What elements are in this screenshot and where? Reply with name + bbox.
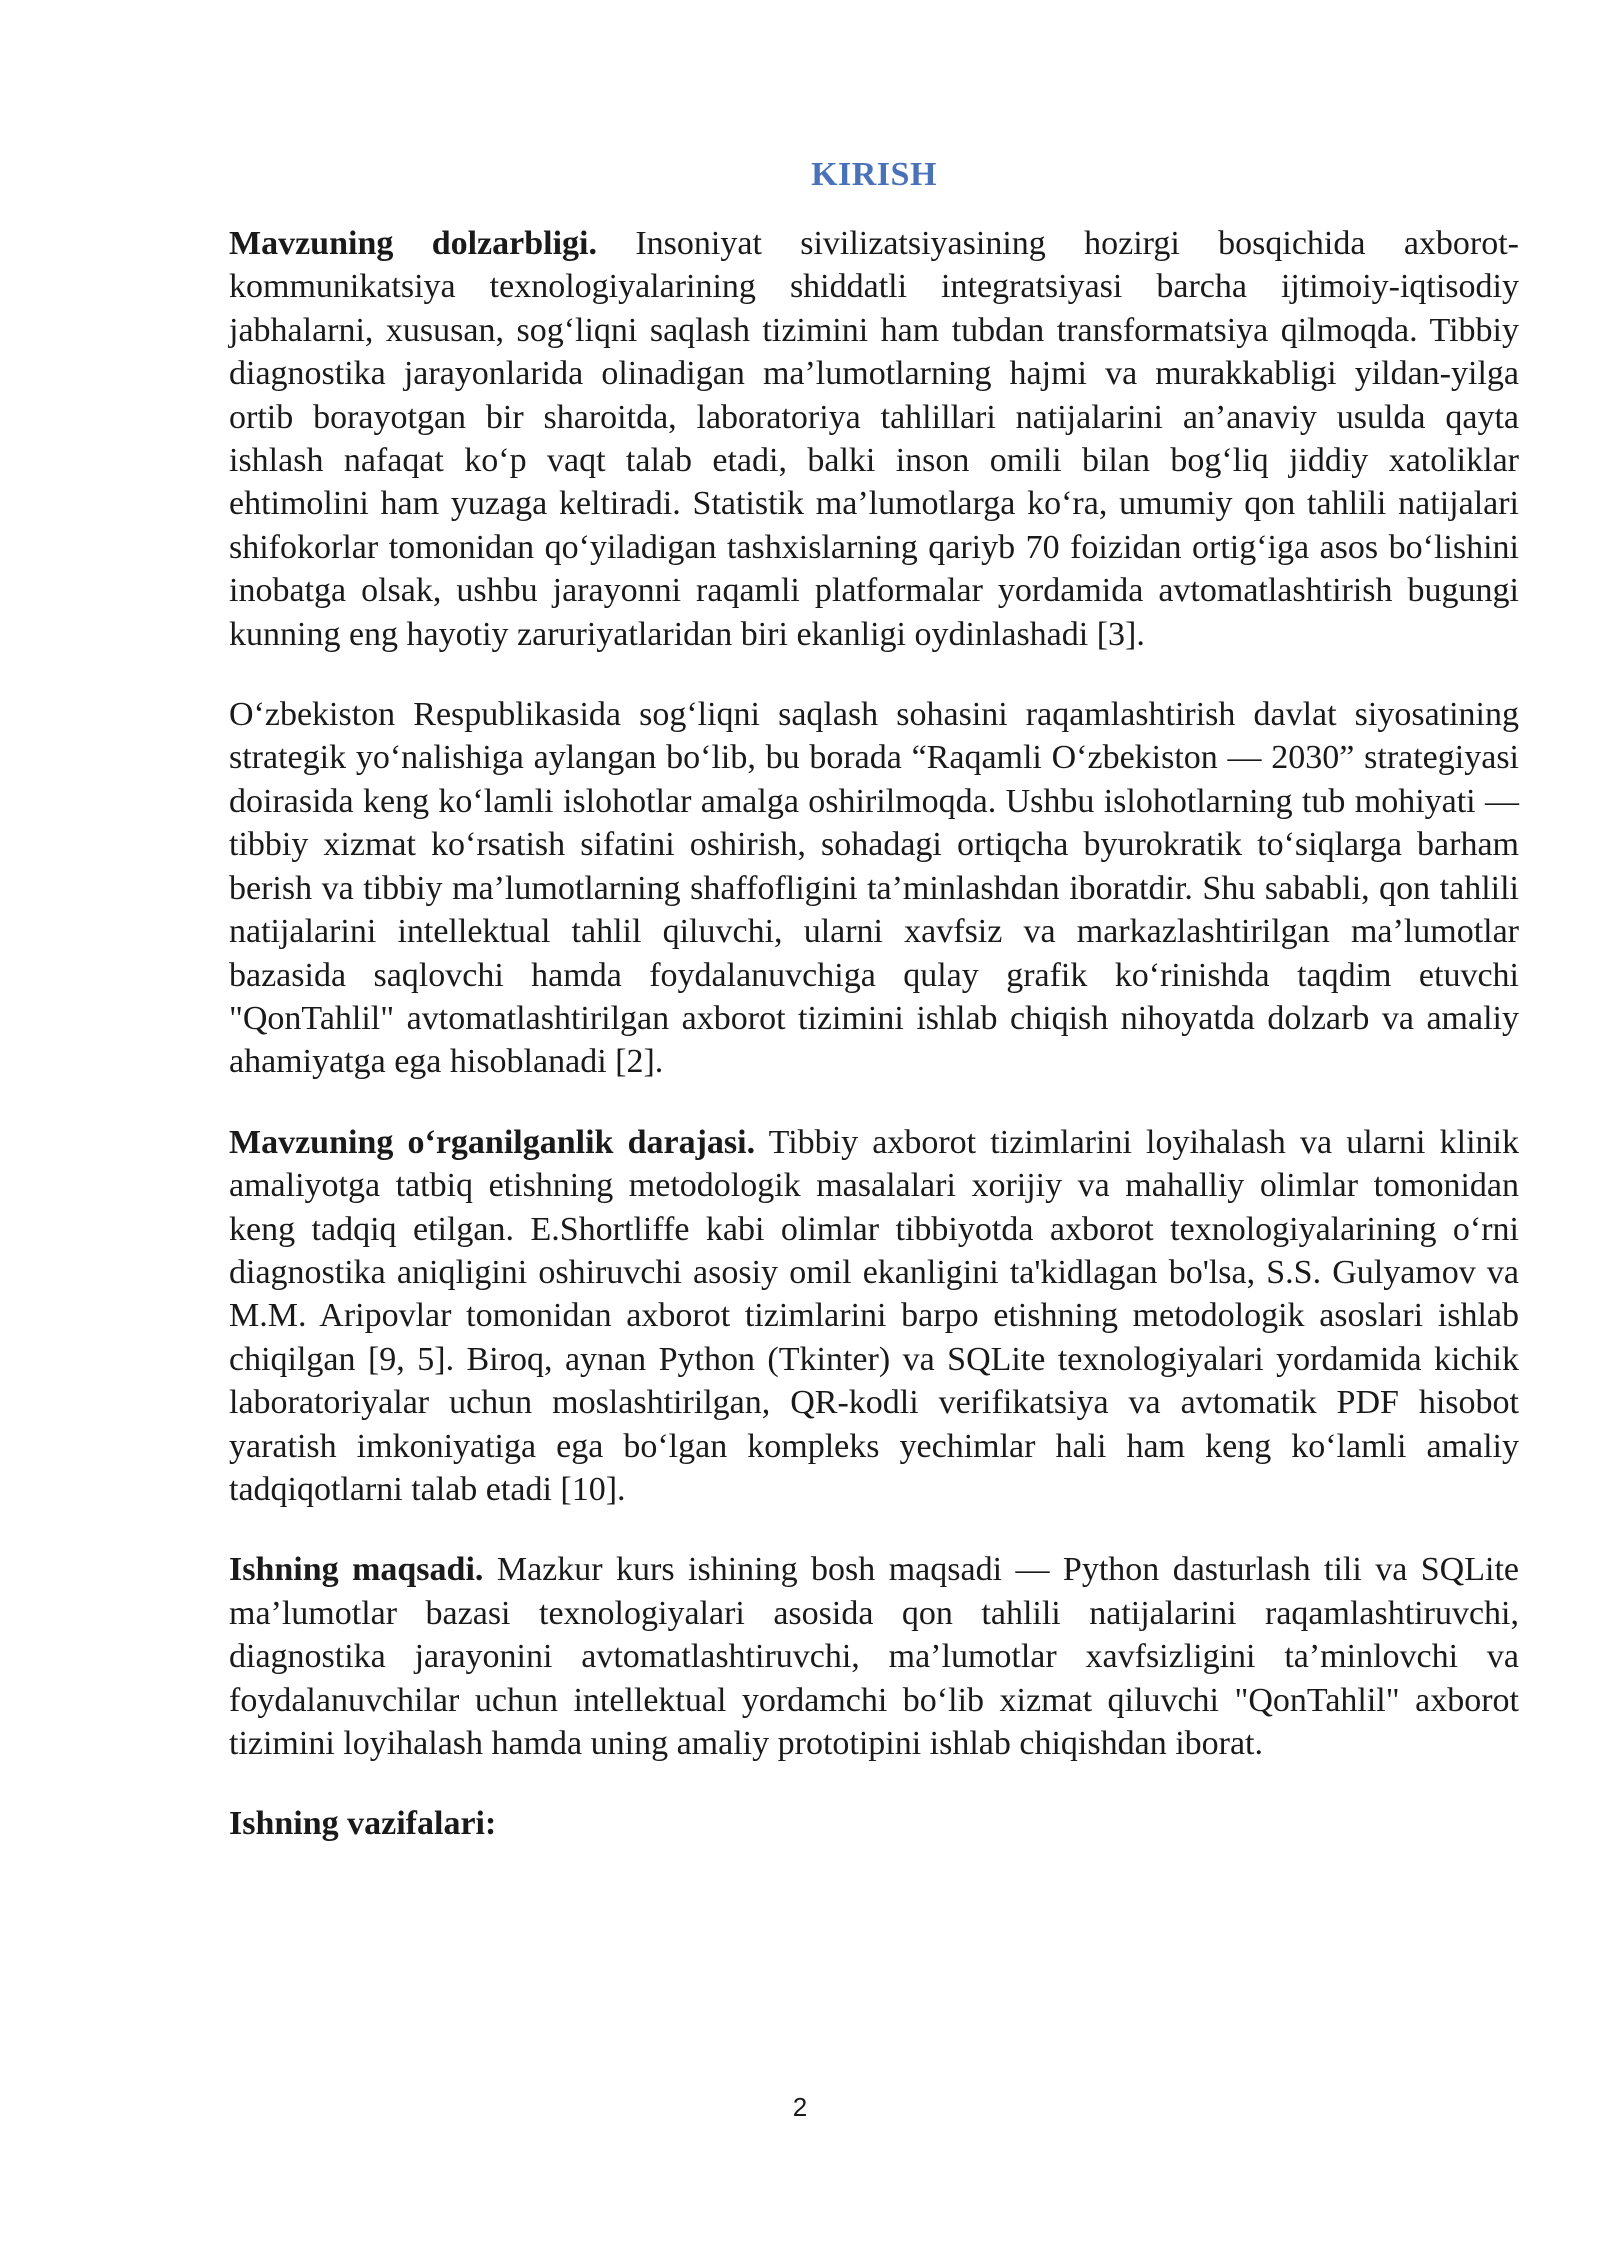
paragraph-study-level [229, 1121, 1519, 1512]
document-page [229, 150, 1519, 1846]
page-number: 2 [792, 2092, 808, 2122]
section-heading: KIRISH [811, 156, 937, 193]
paragraph-lead: Mavzuning o‘rganilganlik darajasi. [229, 1123, 756, 1161]
paragraph-lead: Mavzuning dolzarbligi. [229, 225, 597, 262]
tasks-subheading: Ishning vazifalari: [229, 1805, 497, 1843]
paragraph-lead: Ishning maqsadi. [229, 1551, 484, 1589]
paragraph-goal [229, 1548, 1519, 1765]
paragraph-text: O‘zbekiston Respublikasida sog‘liqni saqlash sohasini raqamlashtirish davlat siyosatining strategik yo‘nalishiga aylangan bo‘lib, bu borada “Raqamli O‘zbekiston — 2030” strategiyasi doirasida keng ko‘lamli islohotlar amalga oshirilmoqda. Ushbu islohotlarning tub mohiyati — tibbiy xizmat ko‘rsatish sifatini oshirish, sohadagi ortiqcha byurokratik to‘siqlarga barham berish va tibbiy ma’lumotlarning shaffofligini ta’minlashdan iboratdir. Shu sababli, qon tahlili natijalarini intellektual tahlil qiluvchi, ularni xavfsiz va markazlashtirilgan ma’lumotlar bazasida saqlovchi hamda foydalanuvchiga qulay grafik ko‘rinishda taqdim etuvchi "QonTahlil" avtomatlashtirilgan axborot tizimini ishlab chiqish nihoyatda dolzarb va amaliy ahamiyatga ega hisoblanadi [2]. [229, 696, 1519, 1081]
paragraph-strategy [229, 693, 1519, 1084]
paragraph-text: Tibbiy axborot tizimlarini loyihalash va ularni klinik amaliyotga tatbiq etishning metodologik masalalari xorijiy va mahalliy olimlar tomonidan keng tadqiq etilgan. E.Shortliffe kabi olimlar tibbiyotda axborot texnologiyalarining o‘rni diagnostika aniqligini oshiruvchi asosiy omil ekanligini ta'kidlagan bo'lsa, S.S. Gulyamov va M.M. Aripovlar tomonidan axborot tizimlarini barpo etishning metodologik asoslari ishlab chiqilgan [9, 5]. Biroq, aynan Python (Tkinter) va SQLite texnologiyalari yordamida kichik laboratoriyalar uchun moslashtirilgan, QR-kodli verifikatsiya va avtomatik PDF hisobot yaratish imkoniyatiga ega bo‘lgan kompleks yechimlar hali ham keng ko‘lamli amaliy tadqiqotlarni talab etadi [10]. [229, 1123, 1520, 1508]
paragraph-relevance [229, 222, 1519, 656]
paragraph-text: Insoniyat sivilizatsiyasining hozirgi bosqichida axborot-kommunikatsiya texnologiyalarining shiddatli integratsiyasi barcha ijtimoiy-iqtisodiy jabhalarni, xususan, sog‘liqni saqlash tizimini ham tubdan transformatsiya qilmoqda. Tibbiy diagnostika jarayonlarida olinadigan ma’lumotlarning hajmi va murakkabligi yildan-yilga ortib borayotgan bir sharoitda, laboratoriya tahlillari natijalarini an’anaviy usulda qayta ishlash nafaqat ko‘p vaqt talab etadi, balki inson omili bilan bog‘liq jiddiy xatoliklar ehtimolini ham yuzaga keltiradi. Statistik ma’lumotlarga ko‘ra, umumiy qon tahlili natijalari shifokorlar tomonidan qo‘yiladigan tashxislarning qariyb 70 foizidan ortig‘iga asos bo‘lishini inobatga olsak, ushbu jarayonni raqamli platformalar yordamida avtomatlashtirish bugungi kunning eng hayotiy zaruriyatlaridan biri ekanligi oydinlashadi [3]. [229, 225, 1519, 653]
paragraph-text: Mazkur kurs ishining bosh maqsadi — Python dasturlash tili va SQLite ma’lumotlar bazasi texnologiyalari asosida qon tahlili natijalarini raqamlashtiruvchi, diagnostika jarayonini avtomatlashtiruvchi, ma’lumotlar xavfsizligini ta’minlovchi va foydalanuvchilar uchun intellektual yordamchi bo‘lib xizmat qiluvchi "QonTahlil" axborot tizimini loyihalash hamda uning amaliy prototipini ishlab chiqishdan iborat. [229, 1551, 1519, 1762]
